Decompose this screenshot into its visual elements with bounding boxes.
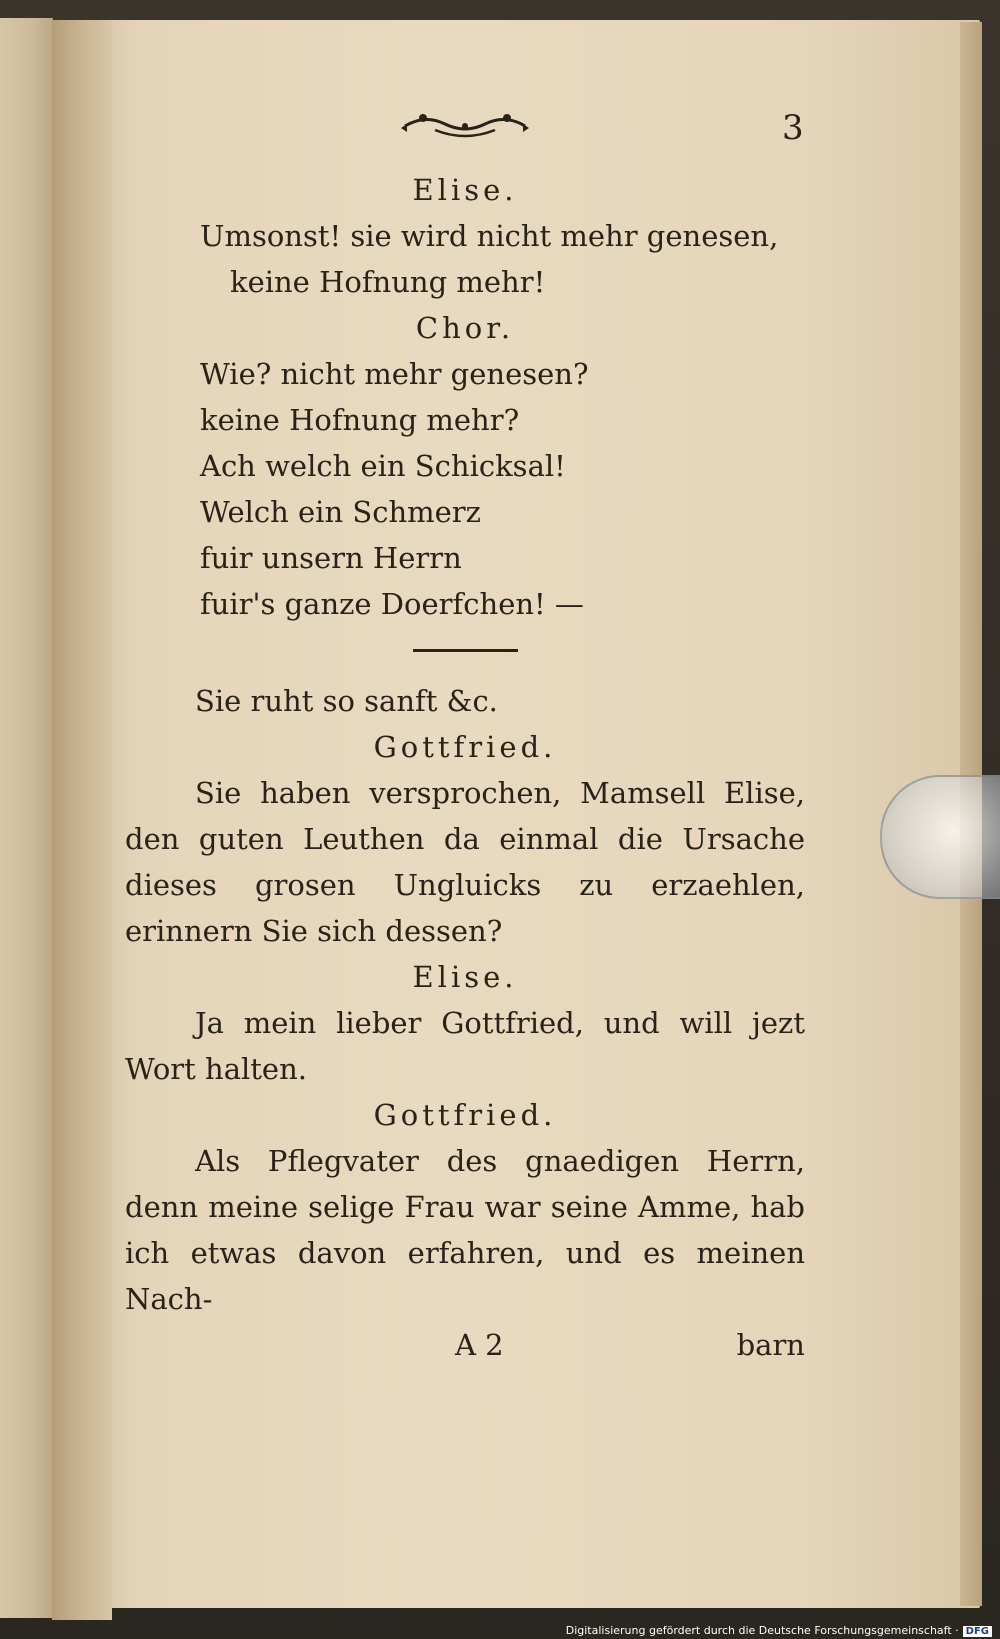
page-clip bbox=[880, 775, 1000, 899]
verse-line: Ach welch ein Schicksal! bbox=[200, 449, 566, 483]
speaker-heading: Elise. bbox=[412, 960, 518, 994]
verse-line: fuir's ganze Doerfchen! — bbox=[200, 587, 584, 621]
speaker-heading: Gottfried. bbox=[373, 730, 557, 764]
prose-paragraph: Als Pflegvater des gnaedigen Herrn, denn meine selige Frau war seine Amme, hab ich etwas davon erfahren, und es meinen Nach- bbox=[125, 1144, 805, 1316]
page-text bbox=[125, 95, 805, 1368]
verse-line: keine Hofnung mehr? bbox=[200, 403, 520, 437]
verse-line: keine Hofnung mehr! bbox=[230, 265, 546, 299]
verse-line: Umsonst! sie wird nicht mehr genesen, bbox=[200, 219, 779, 253]
prose-paragraph: Sie haben versprochen, Mamsell Elise, den guten Leuthen da einmal die Ursache dieses grosen Ungluicks zu erzaehlen, erinnern Sie sich dessen? bbox=[125, 776, 805, 948]
verse-line: Welch ein Schmerz bbox=[200, 495, 481, 529]
funder-text: Digitalisierung gefördert durch die Deutsche Forschungsgemeinschaft · bbox=[565, 1624, 959, 1637]
page-gutter bbox=[52, 20, 112, 1620]
catchword: barn bbox=[736, 1328, 805, 1362]
speaker-heading: Chor. bbox=[415, 311, 515, 345]
section-rule bbox=[413, 649, 518, 652]
speaker-heading: Elise. bbox=[412, 173, 518, 207]
previous-page-edge bbox=[0, 18, 53, 1618]
header-spacer bbox=[125, 95, 805, 167]
verse-line: Sie ruht so sanft &c. bbox=[195, 684, 498, 718]
funder-note bbox=[566, 1624, 992, 1637]
page-footer bbox=[125, 1322, 805, 1368]
verse-line: Wie? nicht mehr genesen? bbox=[200, 357, 589, 391]
verse-line: fuir unsern Herrn bbox=[200, 541, 462, 575]
speaker-heading: Gottfried. bbox=[373, 1098, 557, 1132]
page-number: 3 bbox=[782, 108, 804, 148]
dfg-logo: DFG bbox=[963, 1626, 992, 1637]
signature-mark: A 2 bbox=[455, 1328, 504, 1362]
prose-paragraph: Ja mein lieber Gottfried, und will jezt Wort halten. bbox=[125, 1006, 805, 1086]
